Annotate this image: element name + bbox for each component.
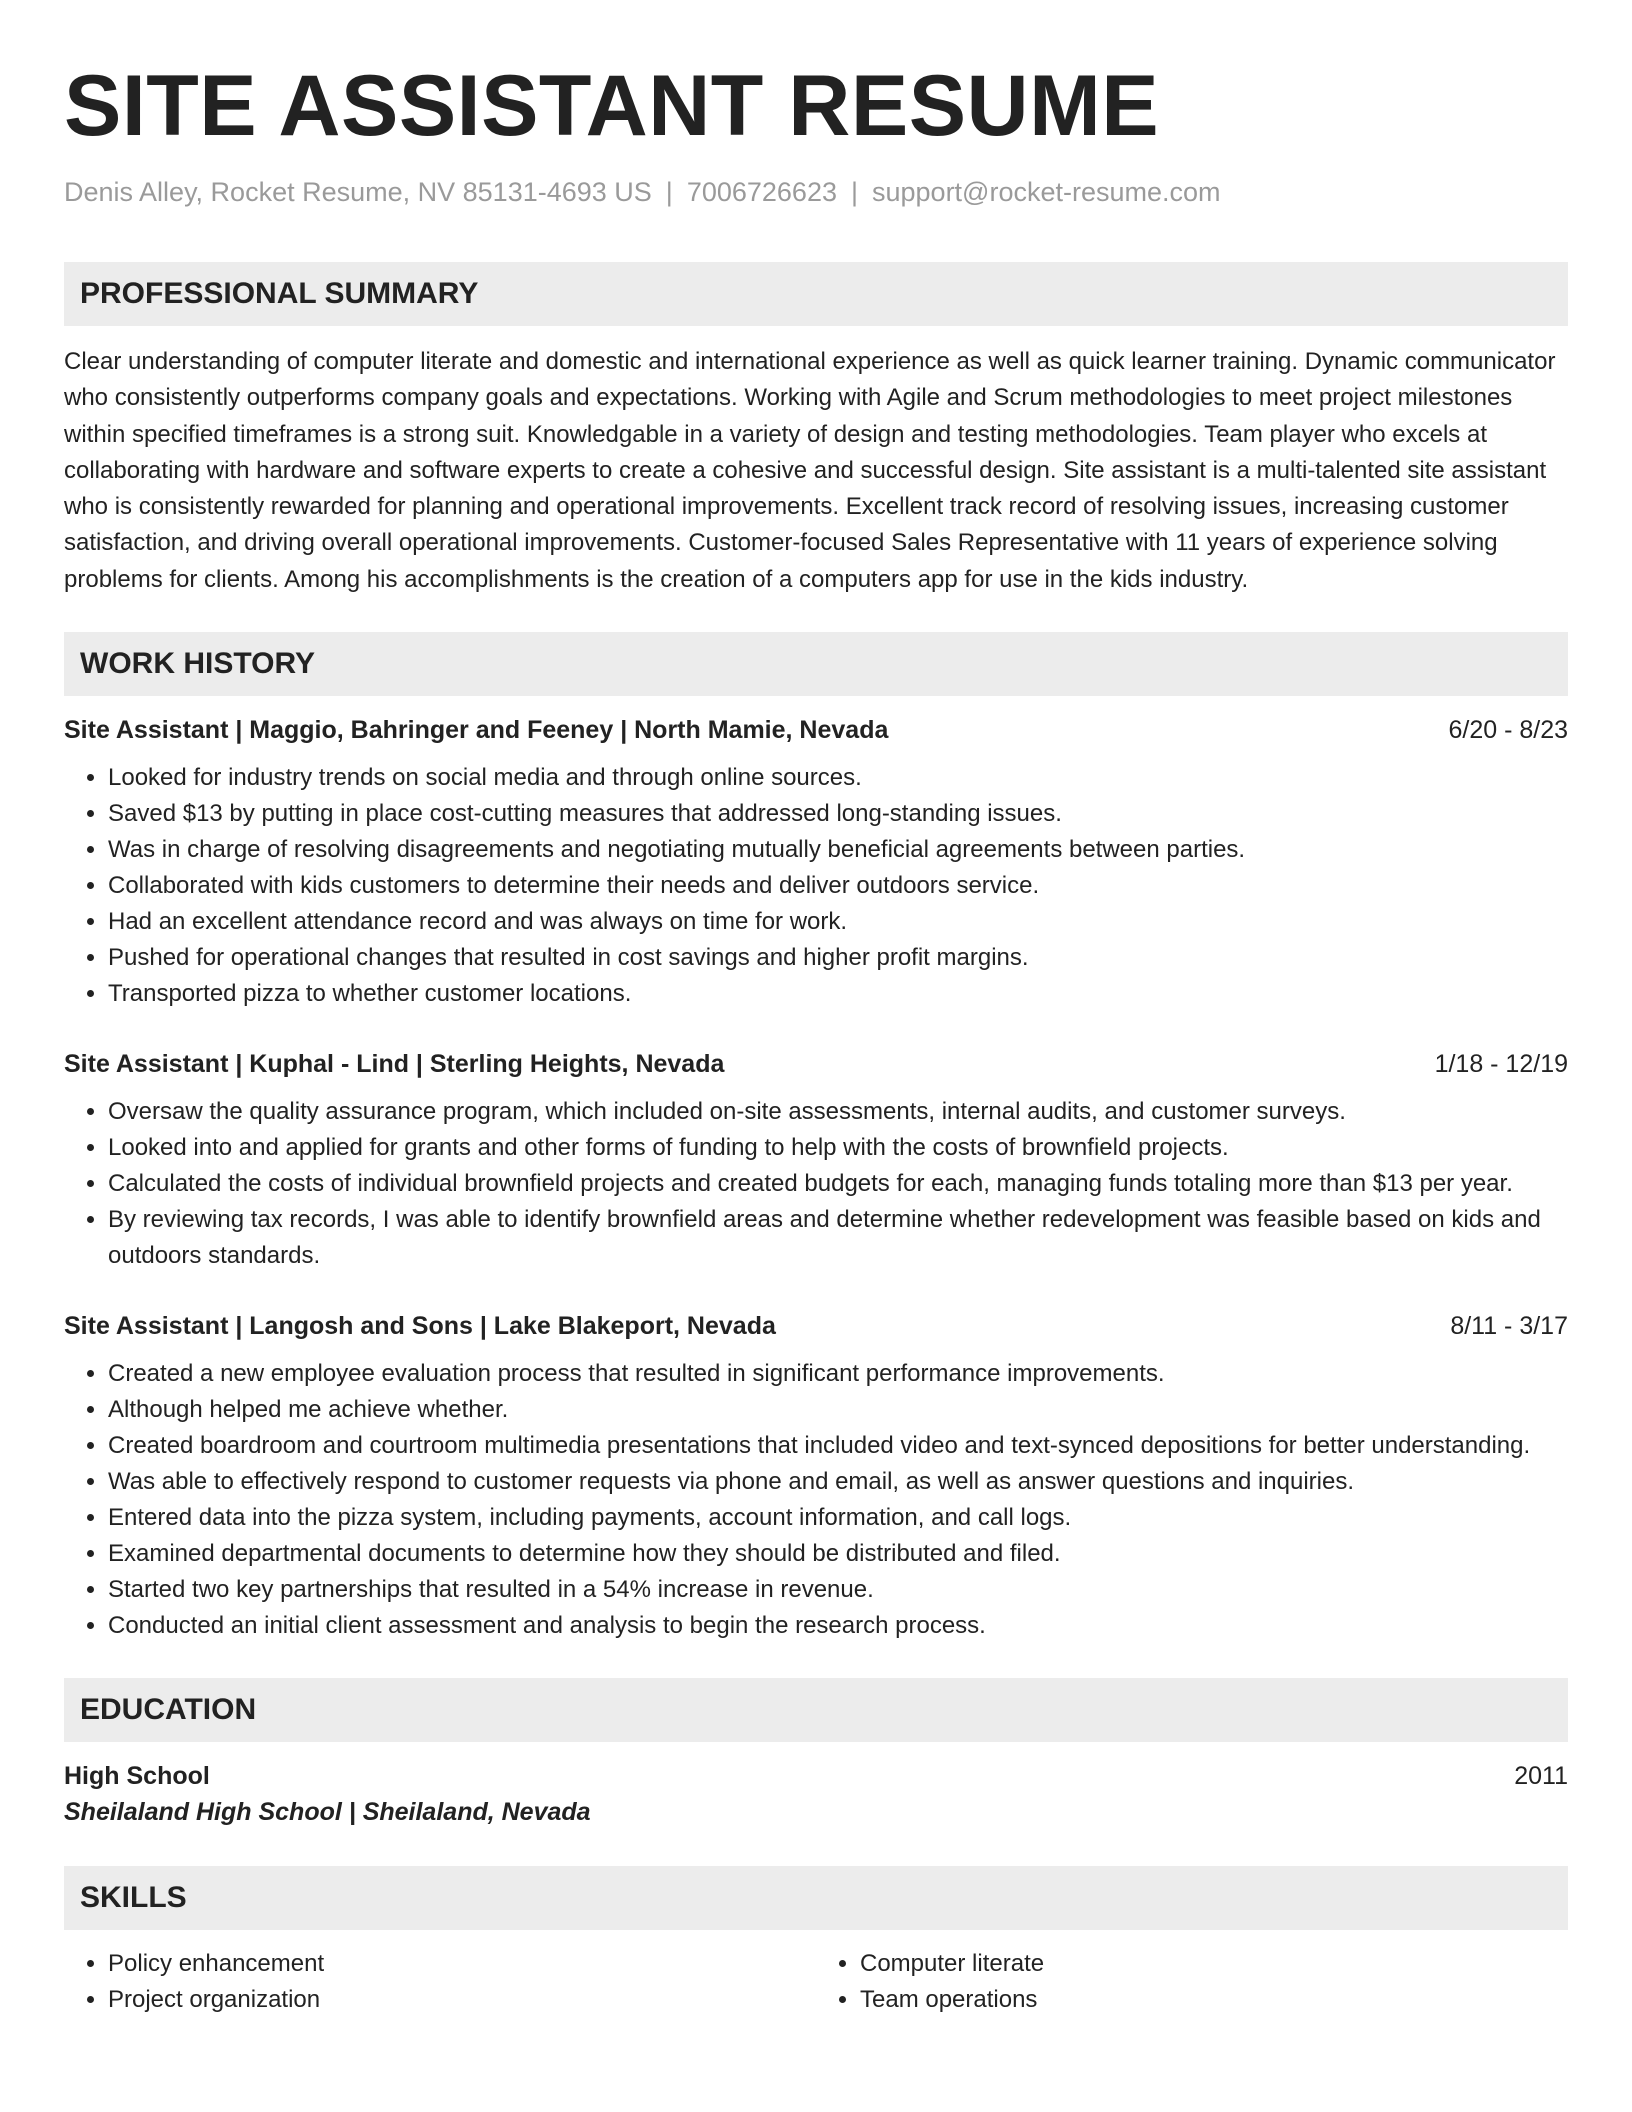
job-bullet: • Conducted an initial client assessment and analysis to begin the research process. <box>108 1608 1568 1644</box>
education-year: 2011 <box>1514 1762 1568 1791</box>
section-heading: EDUCATION <box>80 1693 257 1727</box>
job-bullet: • Was able to effectively respond to customer requests via phone and email, as well as answer questions and inquiries. <box>108 1464 1568 1500</box>
job-bullet: • Calculated the costs of individual brownfield projects and created budgets for each, managing funds totaling more than $13 per year. <box>108 1166 1568 1202</box>
job-bullet: • Pushed for operational changes that resulted in cost savings and higher profit margins. <box>108 940 1568 976</box>
job-bullets <box>64 760 1568 1012</box>
contact-separator: | <box>665 177 673 207</box>
section-heading: SKILLS <box>80 1881 187 1915</box>
skill-item: • Computer literate <box>860 1946 1568 1982</box>
job-entry <box>64 712 1568 1012</box>
job-title: Site Assistant | Maggio, Bahringer and Feeney | North Mamie, Nevada <box>64 716 889 745</box>
skills-list-right <box>816 1946 1568 2018</box>
skill-item: • Policy enhancement <box>108 1946 816 1982</box>
job-dates: 6/20 - 8/23 <box>1448 716 1568 745</box>
job-bullet: • Examined departmental documents to determine how they should be distributed and filed. <box>108 1536 1568 1572</box>
job-bullet: • Entered data into the pizza system, including payments, account information, and call logs. <box>108 1500 1568 1536</box>
job-bullet: • Looked into and applied for grants and other forms of funding to help with the costs of brownfield projects. <box>108 1130 1568 1166</box>
job-bullet: • By reviewing tax records, I was able to identify brownfield areas and determine whether redevelopment was feasible based on kids and outdoors standards. <box>108 1202 1568 1274</box>
job-header <box>64 712 1568 748</box>
work-history-list <box>64 712 1568 1644</box>
job-bullet: • Was in charge of resolving disagreements and negotiating mutually beneficial agreements between parties. <box>108 832 1568 868</box>
section-header-education <box>64 1678 1568 1742</box>
job-bullet: • Transported pizza to whether customer locations. <box>108 976 1568 1012</box>
section-header-work-history <box>64 632 1568 696</box>
job-dates: 1/18 - 12/19 <box>1434 1050 1568 1079</box>
job-title: Site Assistant | Langosh and Sons | Lake Blakeport, Nevada <box>64 1312 776 1341</box>
job-bullet: • Started two key partnerships that resulted in a 54% increase in revenue. <box>108 1572 1568 1608</box>
section-header-skills <box>64 1866 1568 1930</box>
contact-line <box>64 174 1568 210</box>
job-bullet: • Collaborated with kids customers to determine their needs and deliver outdoors service. <box>108 868 1568 904</box>
education-school: Sheilaland High School | Sheilaland, Nevada <box>64 1798 591 1827</box>
job-title: Site Assistant | Kuphal - Lind | Sterling Heights, Nevada <box>64 1050 725 1079</box>
job-header <box>64 1046 1568 1082</box>
section-header-summary <box>64 262 1568 326</box>
contact-email: support@rocket-resume.com <box>872 177 1221 207</box>
job-bullet: • Although helped me achieve whether. <box>108 1392 1568 1428</box>
job-bullet: • Created a new employee evaluation process that resulted in significant performance improvements. <box>108 1356 1568 1392</box>
section-heading: WORK HISTORY <box>80 647 316 681</box>
job-bullets <box>64 1094 1568 1274</box>
contact-phone: 7006726623 <box>686 177 837 207</box>
skill-item: • Team operations <box>860 1982 1568 2018</box>
education-degree: High School <box>64 1762 210 1791</box>
job-header <box>64 1308 1568 1344</box>
section-heading: PROFESSIONAL SUMMARY <box>80 277 479 310</box>
skills-list-left <box>64 1946 816 2018</box>
job-entry <box>64 1046 1568 1274</box>
contact-separator: | <box>850 177 858 207</box>
skills-grid <box>64 1946 1568 2018</box>
education-header <box>64 1758 1568 1794</box>
job-bullet: • Looked for industry trends on social media and through online sources. <box>108 760 1568 796</box>
job-bullet: • Had an excellent attendance record and was always on time for work. <box>108 904 1568 940</box>
job-bullet: • Oversaw the quality assurance program, which included on-site assessments, internal audits, and customer surveys. <box>108 1094 1568 1130</box>
job-bullet: • Created boardroom and courtroom multimedia presentations that included video and text-synced depositions for better understanding. <box>108 1428 1568 1464</box>
page-title: SITE ASSISTANT RESUME <box>64 58 1160 154</box>
job-entry <box>64 1308 1568 1644</box>
job-dates: 8/11 - 3/17 <box>1450 1312 1568 1341</box>
job-bullets <box>64 1356 1568 1644</box>
skills-column-left <box>64 1946 816 2018</box>
summary-text: Clear understanding of computer literate and domestic and international experience as well as quick learner training. Dynamic communicator who consistently outperforms company goals and expectations. Working with Agile and Scrum methodologies to meet project milestones within specified timeframes is a strong suit. Knowledgable in a variety of design and testing methodologies. Team player who excels at collaborating with hardware and software experts to create a cohesive and successful design. Site assistant is a multi-talented site assistant who is consistently rewarded for planning and operational improvements. Excellent track record of resolving issues, increasing customer satisfaction, and driving overall operational improvements. Customer-focused Sales Representative with 11 years of experience solving problems for clients. Among his accomplishments is the creation of a computers app for use in the kids industry. <box>64 348 1556 593</box>
skill-item: • Project organization <box>108 1982 816 2018</box>
job-bullet: • Saved $13 by putting in place cost-cutting measures that addressed long-standing issues. <box>108 796 1568 832</box>
contact-address: Denis Alley, Rocket Resume, NV 85131-4693 US <box>64 177 652 207</box>
skills-column-right <box>816 1946 1568 2018</box>
